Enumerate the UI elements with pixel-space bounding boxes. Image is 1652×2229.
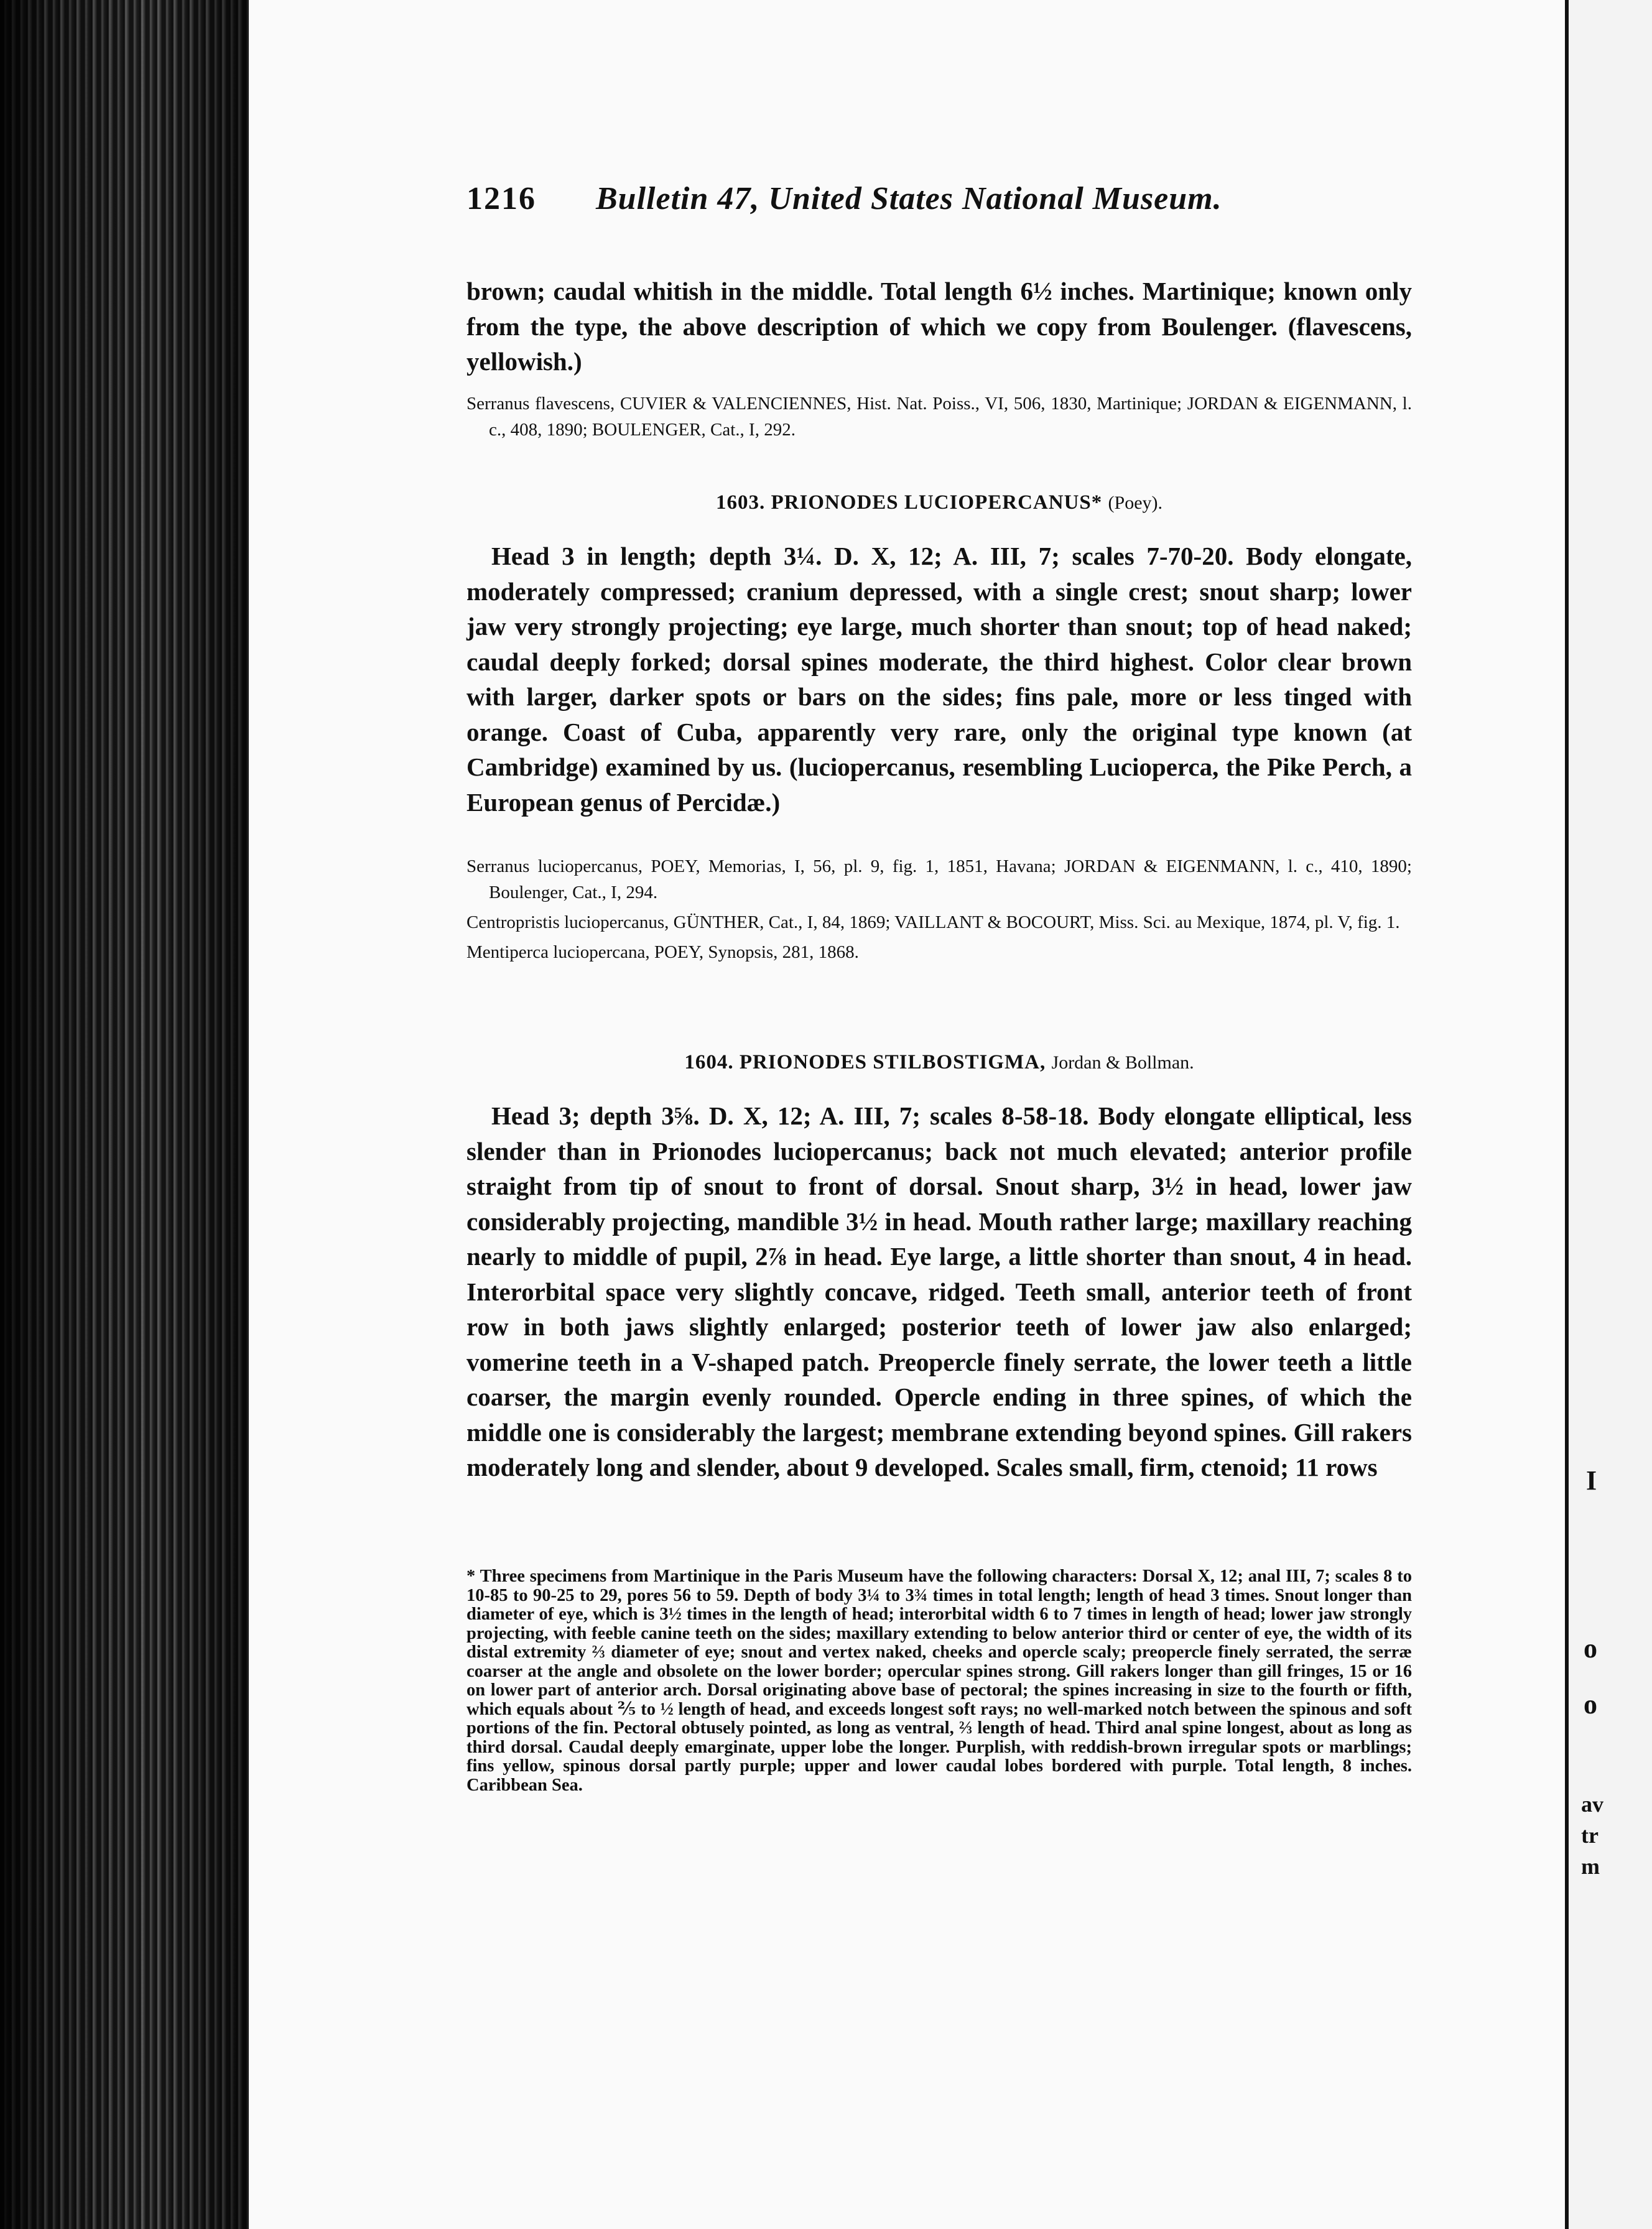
species-name: 1603. PRIONODES LUCIOPERCANUS* (715, 491, 1103, 514)
edge-fragment: m (1581, 1854, 1600, 1879)
species-name: 1604. PRIONODES STILBOSTIGMA, (684, 1051, 1046, 1073)
edge-fragment: o (1584, 1689, 1597, 1720)
synonymy-reference: Serranus luciopercanus, POEY, Memorias, I, 56, pl. 9, fig. 1, 1851, Havana; JORDAN & EIGENMANN, l. c., 410, 1890; Boulenger, Cat., I, 294. (466, 856, 1412, 902)
edge-fragment: o (1584, 1633, 1597, 1664)
running-title: Bulletin 47, United States National Museum. (596, 181, 1222, 216)
running-header (466, 180, 1412, 230)
species-description-1604: Head 3; depth 3⅝. D. X, 12; A. III, 7; scales 8-58-18. Body elongate elliptical, less slender than in Prionodes luciopercanus; back not much elevated; anterior profile straight from tip of snout to front of dorsal. Snout sharp, 3½ in head, lower jaw considerably projecting, mandible 3½ in head. Mouth rather large; maxillary reaching nearly to middle of pupil, 2⅞ in head. Eye large, a little shorter than snout, 4 in head. Interorbital space very slightly concave, ridged. Teeth small, anterior teeth of front row in both jaws slightly enlarged; posterior teeth of lower jaw also enlarged; vomerine teeth in a V-shaped patch. Preopercle finely serrate, the lower teeth a little coarser, the margin evenly rounded. Opercle ending in three spines, of which the middle one is considerably the largest; membrane extending beyond spines. Gill rakers moderately long and slender, about 9 developed. Scales small, firm, ctenoid; 11 rows (466, 1101, 1412, 1481)
page-number: 1216 (466, 181, 536, 216)
species-heading-1604 (466, 1051, 1412, 1074)
edge-fragment: av (1581, 1792, 1603, 1817)
gutter-shadow (0, 0, 249, 2229)
synonymy-reference: Mentiperca luciopercana, POEY, Synopsis, 281, 1868. (466, 942, 859, 962)
adjacent-page-edge (1565, 0, 1652, 2229)
species-heading-1603 (466, 491, 1412, 514)
edge-fragment: I (1586, 1465, 1597, 1496)
species-author: (Poey). (1108, 493, 1163, 513)
species-author: Jordan & Bollman. (1051, 1052, 1194, 1073)
continuation-references (466, 391, 1412, 447)
synonymy-reference: Serranus flavescens, CUVIER & VALENCIENNES, Hist. Nat. Poiss., VI, 506, 1830, Martinique; JORDAN & EIGENMANN, l. c., 408, 1890; BOULENGER, Cat., I, 292. (466, 394, 1412, 440)
edge-fragment: tr (1581, 1823, 1599, 1848)
species-references-1603 (466, 853, 1412, 969)
species-description-1603: Head 3 in length; depth 3¼. D. X, 12; A. III, 7; scales 7-70-20. Body elongate, moderately compressed; cranium depressed, with a single crest; snout sharp; lower jaw very strongly projecting; eye large, much shorter than snout; top of head naked; caudal deeply forked; dorsal spines moderate, the third highest. Color clear brown with larger, darker spots or bars on the sides; fins pale, more or less tinged with orange. Coast of Cuba, apparently very rare, only the original type known (at Cambridge) examined by us. (luciopercanus, resembling Lucioperca, the Pike Perch, a European genus of Percidæ.) (466, 542, 1412, 817)
continuation-paragraph: brown; caudal whitish in the middle. Total length 6½ inches. Martinique; known only from the type, the above description of which we copy from Boulenger. (flavescens, yellowish.) (466, 277, 1412, 376)
synonymy-reference: Centropristis luciopercanus, GÜNTHER, Cat., I, 84, 1869; VAILLANT & BOCOURT, Miss. Sci. au Mexique, 1874, pl. V, fig. 1. (466, 912, 1400, 932)
footnote: * Three specimens from Martinique in the Paris Museum have the following characters: Dorsal X, 12; anal III, 7; scales 8 to 10-85 to 90-25 to 29, pores 56 to 59. Depth of body 3¼ to 3¾ times in total length; length of head 3 times. Snout longer than diameter of eye, which is 3½ times in the length of head; interorbital width 6 to 7 times in length of head; lower jaw strongly projecting, with feeble canine teeth on the sides; maxillary extending to below anterior third or center of eye, the width of its distal extremity ⅔ diameter of eye; snout and vertex naked, cheeks and opercle scaly; preopercle finely serrated, the serræ coarser at the angle and obsolete on the lower border; opercular spines strong. Gill rakers longer than gill fringes, 15 or 16 on lower part of anterior arch. Dorsal originating above base of pectoral; the spines increasing in size to the fourth or fifth, which equals about ⅖ to ½ length of head, and exceeds longest soft rays; no well-marked notch between the spinous and soft portions of the fin. Pectoral obtusely pointed, as long as ventral, ⅔ length of head. Third anal spine longest, about as long as third dorsal. Caudal deeply emarginate, upper lobe the longer. Purplish, with reddish-brown irregular spots or marblings; fins yellow, spinous dorsal partly purple; upper and lower caudal lobes bordered with purple. Total length, 8 inches. Caribbean Sea. (466, 1567, 1412, 1795)
